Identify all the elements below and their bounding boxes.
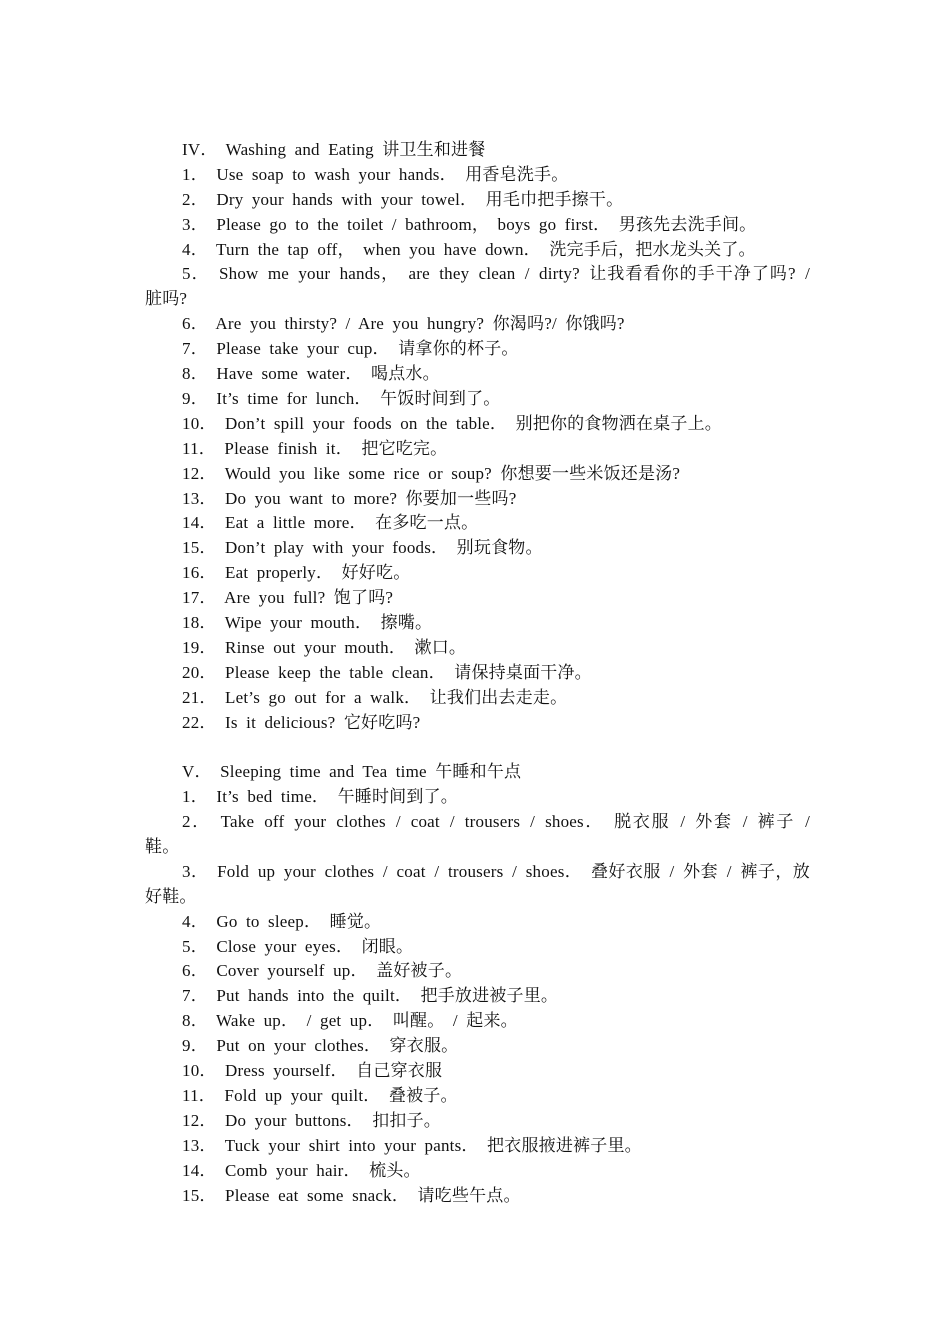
list-item: 7． Please take your cup． 请拿你的杯子。 bbox=[182, 339, 519, 359]
section-heading-sleeping-tea: V． Sleeping time and Tea time 午睡和午点 bbox=[182, 762, 522, 782]
list-item: 8． Wake up． / get up． 叫醒。 / 起来。 bbox=[182, 1011, 518, 1031]
document-body bbox=[145, 138, 810, 1208]
list-item: 5． Show me your hands， are they clean / dirty? 让我看看你的手干净了吗? / 脏吗? bbox=[145, 264, 810, 309]
list-item: 11． Please finish it． 把它吃完。 bbox=[182, 438, 448, 458]
list-item: 1． It’s bed time． 午睡时间到了。 bbox=[182, 787, 458, 807]
list-item: 8． Have some water． 喝点水。 bbox=[182, 364, 440, 384]
list-item: 12． Do your buttons． 扣扣子。 bbox=[182, 1110, 441, 1130]
list-item: 19． Rinse out your mouth． 漱口。 bbox=[182, 637, 467, 657]
section-spacer bbox=[145, 735, 810, 760]
list-item: 5． Close your eyes． 闭眼。 bbox=[182, 936, 414, 956]
list-item: 17． Are you full? 饱了吗? bbox=[182, 588, 394, 608]
list-item: 14． Comb your hair． 梳头。 bbox=[182, 1160, 421, 1180]
section-heading-washing-eating: IV． Washing and Eating 讲卫生和进餐 bbox=[182, 140, 486, 159]
list-item: 9． It’s time for lunch． 午饭时间到了。 bbox=[182, 388, 501, 408]
list-item: 20． Please keep the table clean． 请保持桌面干净。 bbox=[182, 662, 592, 682]
list-item: 14． Eat a little more． 在多吃一点。 bbox=[182, 513, 479, 533]
list-item: 12． Would you like some rice or soup? 你想要一些米饭还是汤? bbox=[182, 463, 681, 483]
list-item: 7． Put hands into the quilt． 把手放进被子里。 bbox=[182, 986, 559, 1006]
list-item: 1． Use soap to wash your hands． 用香皂洗手。 bbox=[182, 164, 569, 184]
list-item: 11． Fold up your quilt． 叠被子。 bbox=[182, 1085, 458, 1105]
list-item: 6． Cover yourself up． 盖好被子。 bbox=[182, 961, 463, 981]
list-item: 10． Dress yourself． 自己穿衣服 bbox=[182, 1061, 443, 1081]
list-item: 3． Fold up your clothes / coat / trousers / shoes． 叠好衣服 / 外套 / 裤子，放好鞋。 bbox=[145, 861, 810, 906]
list-item: 13． Tuck your shirt into your pants． 把衣服掖进裤子里。 bbox=[182, 1135, 642, 1155]
list-item: 3． Please go to the toilet / bathroom， boys go first． 男孩先去洗手间。 bbox=[182, 214, 757, 234]
list-item: 15． Don’t play with your foods． 别玩食物。 bbox=[182, 538, 543, 558]
list-item: 21． Let’s go out for a walk． 让我们出去走走。 bbox=[182, 687, 568, 707]
list-item: 13． Do you want to more? 你要加一些吗? bbox=[182, 488, 517, 508]
list-item: 15． Please eat some snack． 请吃些午点。 bbox=[182, 1185, 521, 1205]
list-item: 10． Don’t spill your foods on the table． 别把你的食物洒在桌子上。 bbox=[182, 413, 722, 433]
list-item: 22． Is it delicious? 它好吃吗? bbox=[182, 712, 421, 732]
list-item: 9． Put on your clothes． 穿衣服。 bbox=[182, 1036, 459, 1056]
list-item: 2． Dry your hands with your towel． 用毛巾把手擦干。 bbox=[182, 189, 624, 209]
list-item: 4． Go to sleep． 睡觉。 bbox=[182, 911, 382, 931]
list-item: 6． Are you thirsty? / Are you hungry? 你渴吗?/ 你饿吗? bbox=[182, 314, 625, 334]
list-item: 2． Take off your clothes / coat / trousers / shoes． 脱衣服 / 外套 / 裤子 / 鞋。 bbox=[145, 812, 810, 856]
list-item: 4． Turn the tap off， when you have down． 洗完手后，把水龙头关了。 bbox=[182, 239, 756, 259]
list-item: 16． Eat properly． 好好吃。 bbox=[182, 563, 411, 583]
list-item: 18． Wipe your mouth． 擦嘴。 bbox=[182, 612, 433, 632]
